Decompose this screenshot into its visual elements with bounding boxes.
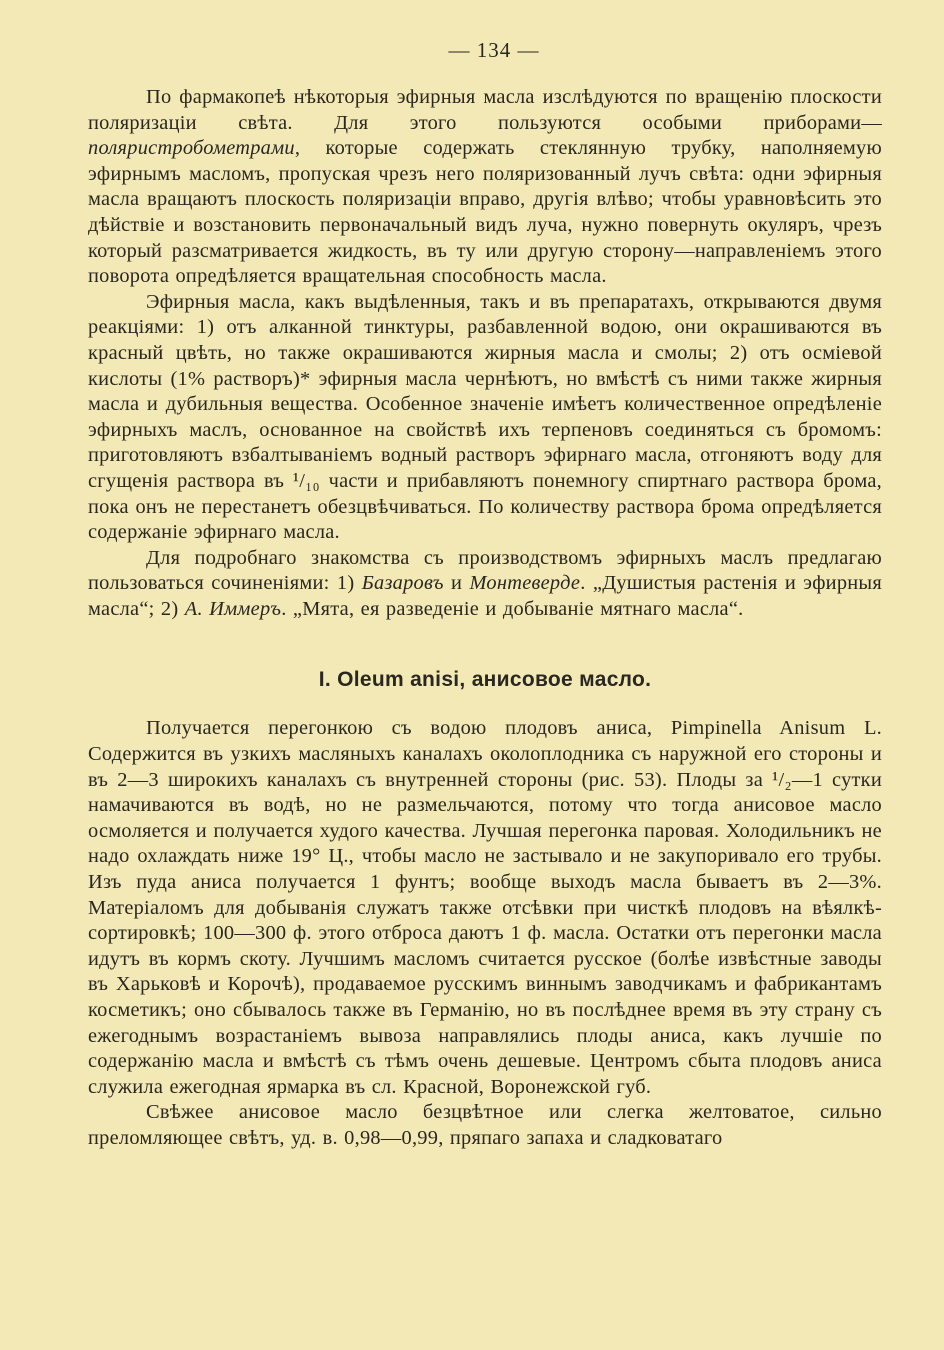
paragraph-text: По фармакопеѣ нѣкоторыя эфирныя масла изслѣдуются по вращенію плоскости поляризаціи свѣта. Для этого пользуются особыми приборами— — [88, 86, 882, 134]
author-name: Базаровъ — [361, 572, 444, 595]
paragraph-polarimetry — [88, 85, 882, 290]
page-number: — 134 — — [448, 38, 540, 62]
paragraph-text: , которые содержать стеклянную трубку, наполняемую эфирнымъ масломъ, пропуская чрезъ него поляризованный лучъ свѣта: одни эфирныя масла вращаютъ плоскость поляризаціи вправо, другія влѣво; чтобы уравновѣсить это дѣйствіе и возстановить первоначальный видъ луча, нужно повернуть окуляръ, чрезъ который разсматривается жидкость, въ ту или другую сторону—направленіемъ этого поворота опредѣляется вращательная способность масла. — [88, 137, 882, 288]
paragraph-text: и — [443, 572, 470, 595]
paragraph-text: Для подробнаго знакомства съ производствомъ эфирныхъ маслъ предлагаю пользоваться сочиненіями: 1) — [88, 546, 882, 595]
paragraph-references — [88, 546, 882, 623]
author-name: Монтеверде — [469, 572, 581, 595]
italic-term: поляристробометрами — [88, 137, 295, 160]
author-name: А. Иммеръ — [184, 597, 282, 620]
paragraph-text: . „Душистыя растенія и эфирныя масла“; 2) — [88, 572, 883, 620]
paragraph-reactions: Эфирныя масла, какъ выдѣленныя, такъ и въ препаратахъ, открываются двумя реакціями: 1) отъ алканной тинктуры, разбавленной водою, они окрашиваются въ красный цвѣть, но также окрашиваются жирныя масла и смолы; 2) отъ осміевой кислоты (1% растворъ)* эфирныя масла чернѣютъ, но вмѣстѣ съ ними также жирныя масла и дубильныя вещества. Особенное значеніе имѣетъ количественное опредѣленіе эфирныхъ маслъ, основанное на свойствѣ ихъ терпеновъ соединяться съ бромомъ: приготовляютъ взбалтываніемъ водный растворъ эфирнаго масла, отгоняютъ воду для сгущенія раствора въ ¹/₁₀ части и прибавляютъ понемногу спиртнаго раствора брома, пока онъ не перестанетъ обезцвѣчиваться. По количеству раствора брома опредѣляется содержаніе эфирнаго масла. — [88, 290, 882, 544]
section-heading: I. Oleum anisi, анисовое масло. — [318, 668, 652, 692]
paragraph-anise-production: Получается перегонкою съ водою плодовъ аниса, Pimpinella Anisum L. Содержится въ узкихъ масляныхъ каналахъ околоплодника съ наружной его стороны и въ 2—3 широкихъ каналахъ съ внутренней стороны (рис. 53). Плоды за ¹/₂—1 сутки намачиваются въ водѣ, но не размельчаются, потому что тогда анисовое масло осмоляется и получается худого качества. Лучшая перегонка паровая. Холодильникъ не надо охлаждать ниже 19° Ц., чтобы масло не застывало и не закупоривало его трубы. Изъ пуда аниса получается 1 фунтъ; вообще выходъ масла бываетъ въ 2—3%. Матеріаломъ для добыванія служатъ также отсѣвки при чисткѣ плодовъ на вѣялкѣ-сортировкѣ; 100—300 ф. этого отброса даютъ 1 ф. масла. Остатки отъ перегонки масла идутъ въ кормъ скоту. Лучшимъ масломъ считается русское (болѣе извѣстные заводы въ Харьковѣ и Корочѣ), продаваемое русскимъ виннымъ заводчикамъ и фабрикантамъ косметикъ; оно сбывалось также въ Германію, но въ послѣднее время въ эту страну съ ежегоднымъ возрастаніемъ вывоза направлялись плоды аниса, какъ лучшіе по содержанію масла и вмѣстѣ съ тѣмъ очень дешевые. Центромъ сбыта плодовъ аниса служила ежегодная ярмарка въ сл. Красной, Воронежской губ. — [88, 717, 882, 1098]
paragraph-text: . „Мята, ея разведеніе и добываніе мятнаго масла“. — [281, 597, 744, 620]
paragraph-anise-properties: Свѣжее анисовое масло безцвѣтное или слегка желтоватое, сильно преломляющее свѣтъ, уд. в. 0,98—0,99, пряпаго запаха и сладковатаго — [88, 1101, 882, 1149]
